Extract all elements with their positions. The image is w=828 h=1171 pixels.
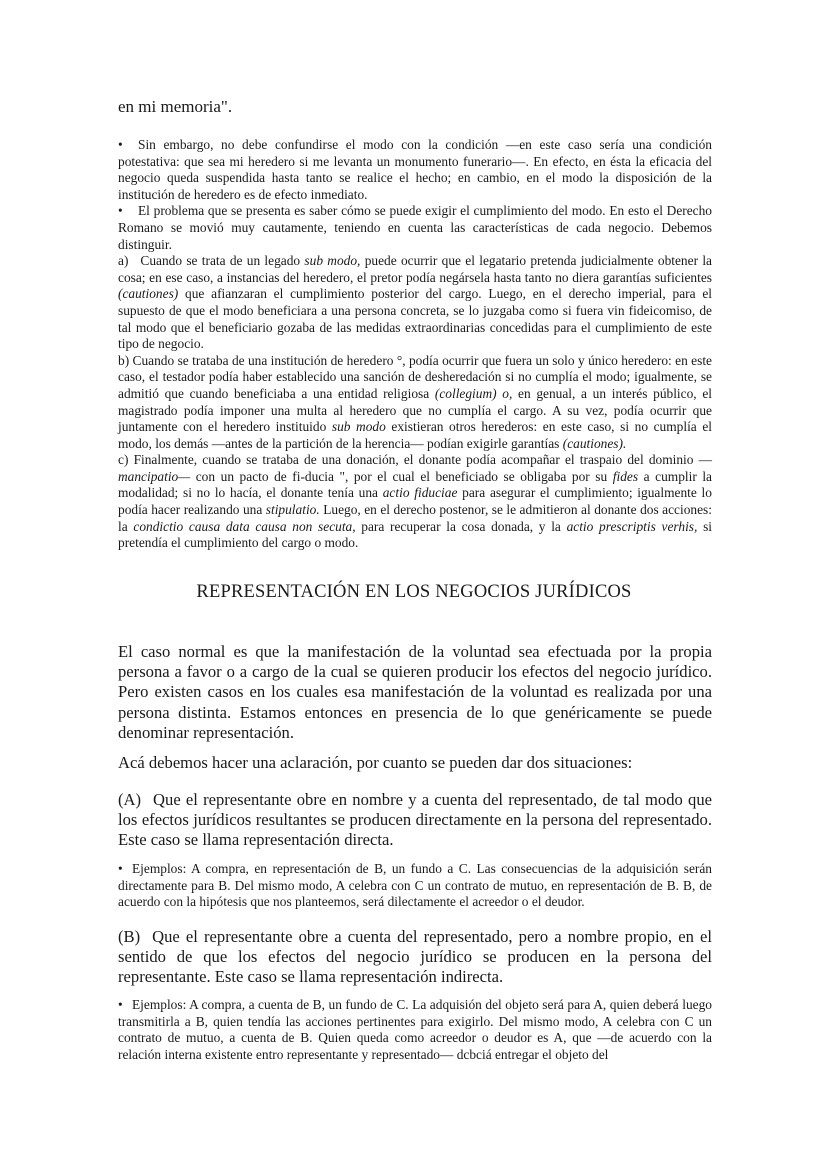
italic-run: sub modo, <box>304 253 361 269</box>
italic-run: mancipatio— <box>118 468 191 484</box>
paragraph-problema <box>118 203 712 253</box>
intro-line: en mi memoria". <box>118 97 233 116</box>
italic-run: stipulatio. <box>265 502 320 518</box>
italic-run: actio prescriptis verhis, <box>566 518 698 534</box>
item-label: b) <box>118 352 130 368</box>
text-run: para asegurar el cumplimiento; igualmente lo podía hacer realizando una <box>118 485 712 518</box>
text-run: en genual, a un interés público, el magistrado podía imponer una multa al heredero que no cumplía el cargo. A su vez, podía ocurrir que juntamente con el heredero instituido <box>118 385 712 435</box>
paragraph-text: Ejemplos: A compra, a cuenta de B, un fundo de C. La adquisión del objeto será para A, quien deberá luego transmitirla a B, quien tendía las acciones pertinentes para exigirlo. Del mismo modo, A celebra con C un contrato de mutuo, a cuenta de B. Quien queda como acreedor o deudor es A, que —de acuerdo con la relación interna existente entro representante y representado— dcbciá entregar el objeto del <box>118 997 712 1062</box>
italic-run: (cautiones) <box>118 286 179 302</box>
italic-run: sub modo <box>331 419 386 435</box>
paragraph-text: Que el representante obre a cuenta del representado, pero a nombre propio, en el sentido de que los efectos del negocio jurídico se producen en la persona del representante. Este caso se llama representación indirecta. <box>118 927 712 987</box>
paragraph-text: Sin embargo, no debe confundirse el modo con la condición —en este caso sería una condición potestativa: que sea mi heredero si me levanta un monumento funerario—. En efecto, en ésta la eficacia del negocio queda suspendida hasta tanto se realice el hecho; en cambio, en el modo la disposición de la institución de heredero es de efecto inmediato. <box>118 137 712 202</box>
italic-run: condictio causa data causa non secuta, <box>133 518 356 534</box>
italic-run: (collegium) o, <box>434 385 513 401</box>
paragraph-caso-normal: El caso normal es que la manifestación de la voluntad sea efectuada por la propia persona a favor o a cargo de la cual se quieren producir los efectos del negocio jurídico. Pero existen casos en los cuales esa manifestación de la voluntad es realizada por una persona distinta. Estamos entonces en presencia de lo que genéricamente se puede denominar representación. <box>118 642 712 742</box>
ejemplo-directa <box>118 861 712 911</box>
item-label: c) <box>118 452 129 468</box>
text-run: si pretendía el cumplimiento del cargo o modo. <box>118 518 712 551</box>
paragraph-a <box>118 253 712 353</box>
italic-run: (cautiones). <box>562 435 627 451</box>
text-run: Cuando se trata de un legado <box>140 253 301 269</box>
paragraph-text: El problema que se presenta es saber cómo se puede exigir el cumplimiento del modo. En esto el Derecho Romano se movió muy cautamente, teniendo en cuenta las características de cada negocio. Debemos distinguir. <box>118 203 712 252</box>
ejemplo-indirecta <box>118 997 712 1063</box>
italic-run: actio fiduciae <box>382 485 458 501</box>
text-run: que afianzaran el cumplimiento posterior del cargo. Luego, en el derecho imperial, para el supuesto de que el modo beneficiara a una persona concreta, se lo juzgaba como si fuera vin fideicomiso, de tal modo que el beneficiario gozaba de las medidas extraordinarias concedidas para el cumplimiento de este tipo de negocio. <box>118 286 712 352</box>
paragraph-text: Ejemplos: A compra, en representación de B, un fundo a C. Las consecuencias de la adquisición serán directamente para B. Del mismo modo, A celebra con C un contrato de mutuo, en representación de B. B, de acuerdo con la hipótesis que nos planteemos, será dilectamente el acreedor o el deudor. <box>118 861 712 910</box>
text-run: existieran otros herederos: en este caso, si no cumplía el modo, los demás —antes de la partición de la herencia— podían exigirle garantías <box>118 419 712 451</box>
text-run: con un pacto de fi-ducia ", por el cual el beneficiado se obligaba por su <box>195 468 608 484</box>
text-run: Finalmente, cuando se trataba de una donación, el donante podía acompañar el traspaio del dominio — <box>133 452 712 468</box>
bullet-icon: • <box>118 997 123 1012</box>
text-run: Luego, en el derecho postenor, se le admitieron al donante dos acciones: la <box>118 502 712 534</box>
item-label: (A) <box>118 790 142 809</box>
paragraph-aclaracion: Acá debemos hacer una aclaración, por cuanto se pueden dar dos situaciones: <box>118 753 633 772</box>
text-run: Cuando se trataba de una institución de heredero °, podía ocurrir que fuera un solo y único heredero: en este caso, el testador podía haber establecido una sanción de desheredación si no cumplía el modo; igualmente, se admitió que cuando beneficiaba a una entidad religiosa <box>118 352 712 401</box>
paragraph-situacion-a <box>118 790 712 851</box>
modo-section <box>118 137 712 552</box>
paragraph-c <box>118 452 712 552</box>
text-run: para recuperar la cosa donada, y la <box>361 518 561 534</box>
bullet-icon: • <box>118 203 123 219</box>
italic-run: fides <box>612 468 639 484</box>
text-run: a cumplir la modalidad; si no lo hacía, el donante tenía una <box>118 468 712 501</box>
section-title: REPRESENTACIÓN EN LOS NEGOCIOS JURÍDICOS <box>196 582 632 602</box>
bullet-icon: • <box>118 861 123 876</box>
bullet-icon: • <box>118 137 123 152</box>
paragraph-b <box>118 353 712 453</box>
paragraph-situacion-b <box>118 927 712 988</box>
item-label: a) <box>118 253 129 269</box>
text-run: puede ocurrir que el legatario pretenda judicialmente obtener la cosa; en ese caso, a instancias del heredero, el pretor podía negársela hasta tanto no diera garantías suficientes <box>118 253 712 285</box>
paragraph-sin-embargo <box>118 137 712 203</box>
paragraph-text: Que el representante obre en nombre y a cuenta del representado, de tal modo que los efectos jurídicos resultantes se producen directamente en la persona del representado. Este caso se llama representación directa. <box>118 790 712 850</box>
item-label: (B) <box>118 927 141 946</box>
